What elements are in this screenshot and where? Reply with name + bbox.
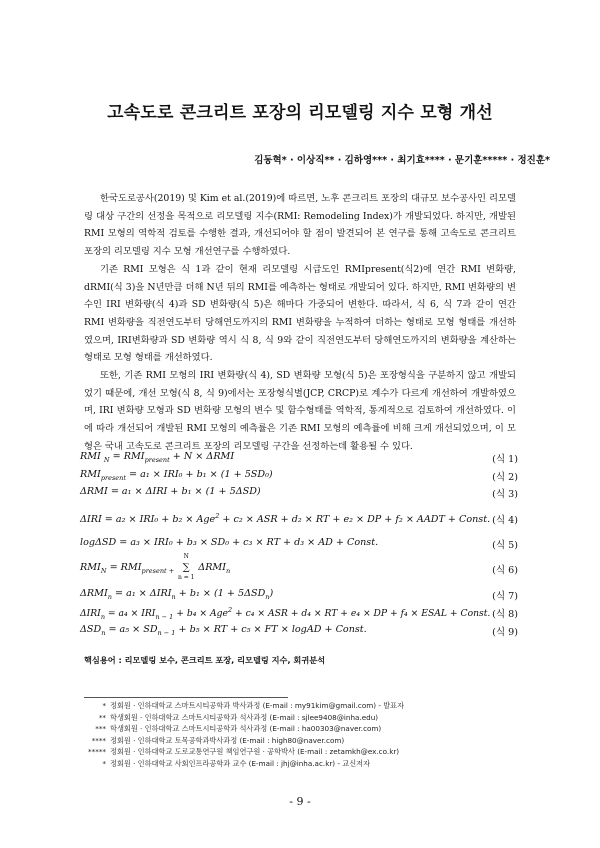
- summation-symbol: N ∑ n = 1: [177, 553, 195, 581]
- equation-5: logΔSD = a₃ × IRI₀ + b₃ × SD₀ + c₃ × RT + d₃ × AD + Const. (식 5): [80, 537, 518, 551]
- author-list: 김동혁* · 이상직** · 김하영*** · 최기효**** · 문기훈***** · 정진훈*: [254, 155, 550, 166]
- equation-9: $\Delta SD_n = a_5 \times SD_{n - 1} + b_5$ × RT + c₅ × FT × logAD + Const. (식 9): [80, 624, 518, 638]
- paper-title: 고속도로 콘크리트 포장의 리모델링 지수 모형 개선: [107, 103, 493, 123]
- equation-7: $\Delta RMI_n = a_1 \times \Delta IRI_n + b_1 \times (1 + 5\Delta SD_n)$ (식 7): [80, 588, 518, 602]
- equation-number: (식 9): [492, 627, 518, 638]
- equation-number: (식 1): [492, 454, 518, 465]
- equation-number: (식 5): [492, 540, 518, 551]
- equation-2: $RMI_{present} = a_1 \times IRI_0 + b_1 \times (1 + 5SD_0)$ (식 2): [80, 469, 518, 483]
- keywords: 핵심용어 : 리모델링 보수, 콘크리트 포장, 리모델링 지수, 회귀분석: [84, 655, 326, 665]
- footnote: **** 정회원 · 인하대학교 토목공학과박사과정 (E-mail : high80@naver.com): [91, 735, 345, 745]
- footnote: *** 학생회원 · 인하대학교 스마트시티공학과 석사과정 (E-mail : ha00303@naver.com): [95, 724, 382, 734]
- footnote: ** 학생회원 · 인하대학교 스마트시티공학과 석사과정 (E-mail : sjlee9408@inha.edu): [98, 712, 379, 722]
- equation-number: (식 3): [492, 489, 518, 500]
- footnote: * 정회원 · 인하대학교 스마트시티공학과 박사과정 (E-mail : my91kim@gmail.com) - 발표자: [102, 701, 405, 710]
- equation-number: (식 4): [492, 515, 518, 526]
- equation-3: ΔRMI = a₁ × ΔIRI + b₁ × (1 + 5ΔSD) (식 3): [80, 486, 518, 500]
- equation-number: (식 7): [492, 591, 518, 602]
- paragraph-1: 한국도로공사(2019) 및 Kim et al.(2019)에 따르면, 노후 콘크리트 포장의 대규모 보수공사인 리모델링 대상 구간의 선정을 목적으로 리모델링 지수(RMI: Remodeling Index)가 개발되었다. 하지만, 개발된 RMI 모형의 역학적 검토를 수행한 결과, 개선되어야 할 점이 발견되어 본 연구를 통해 고속도로 콘크리트 포장의 리모델링 지수 모형 개선연구를 수행하였다.: [84, 193, 516, 258]
- footnotes: [74, 700, 404, 770]
- footnote: ***** 정회원 · 인하대학교 도로교통연구원 책임연구원 · 공학박사 (E-mail : zetamkh@ex.co.kr): [88, 747, 400, 757]
- page-number: - 9 -: [289, 795, 311, 808]
- equation-4: ΔIRI = a₂ × IRI₀ + b₂ × Age$^2$ + c₂ × ASR + d₂ × RT + e₂ × DP + f₂ × AADT + Const. (식 4): [80, 512, 518, 526]
- footnote: * 정회원 · 인하대학교 사회인프라공학과 교수 (E-mail : jhj@inha.ac.kr) - 교신저자: [102, 758, 371, 768]
- equation-number: (식 8): [492, 609, 518, 620]
- equation-6: $RMI_N = RMI_{present +}$ N ∑ n = 1 $\Delta RMI_n$ (식 6): [80, 553, 518, 581]
- paragraph-3: 또한, 기존 RMI 모형의 IRI 변화량(식 4), SD 변화량 모형(식 5)은 포장형식을 구분하지 않고 개발되었기 때문에, 개선 모형(식 8, 식 9)에서는 포장형식별(JCP, CRCP)로 계수가 다르게 개선하여 개발하였으며, IRI 변화량 모형과 SD 변화량 모형의 변수 및 함수형태를 역학적, 통계적으로 검토하여 개선하였다. 이에 따라 개선되어 개발된 RMI 모형의 예측률은 기존 RMI 모형의 예측률에 비해 크게 개선되었으며, 이 모형은 국내 고속도로 콘크리트 포장의 리모델링 구간을 선정하는데 활용될 수 있다.: [84, 370, 516, 452]
- equation-8: $\Delta IRI_n = a_4 \times IRI_{n - 1} + b_4 \times Age^2 + c_4$ × ASR + d₄ × RT + e₄ × DP + f₄ × ESAL + Const. (식 8): [80, 606, 518, 621]
- equation-number: (식 6): [492, 565, 518, 576]
- footnote-divider: [84, 697, 288, 698]
- paragraph-2: 기존 RMI 모형은 식 1과 같이 현재 리모델링 시급도인 RMIpresent(식2)에 연간 RMI 변화량, dRMI(식 3)을 N년만큼 더해 N년 뒤의 RMI를 예측하는 형태로 개발되어 있다. 하지만, RMI 변화량의 변수인 IRI 변화량(식 4)과 SD 변화량(식 5)은 해마다 가중되어 변한다. 따라서, 식 6, 식 7과 같이 연간 RMI 변화량을 직전연도부터 당해연도까지의 RMI 변화량을 누적하여 더하는 형태로 모형 형태를 개선하였으며, IRI변화량과 SD 변화량 역시 식 8, 식 9와 같이 직전연도부터 당해연도까지의 변화량을 계산하는 형태로 모형 형태를 개선하였다.: [84, 263, 516, 364]
- equation-1: RMI $_N = RMI_{present} + N \times \Delta RMI$ (식 1): [80, 451, 518, 465]
- equation-number: (식 2): [492, 472, 518, 483]
- abstract-body: [84, 190, 516, 456]
